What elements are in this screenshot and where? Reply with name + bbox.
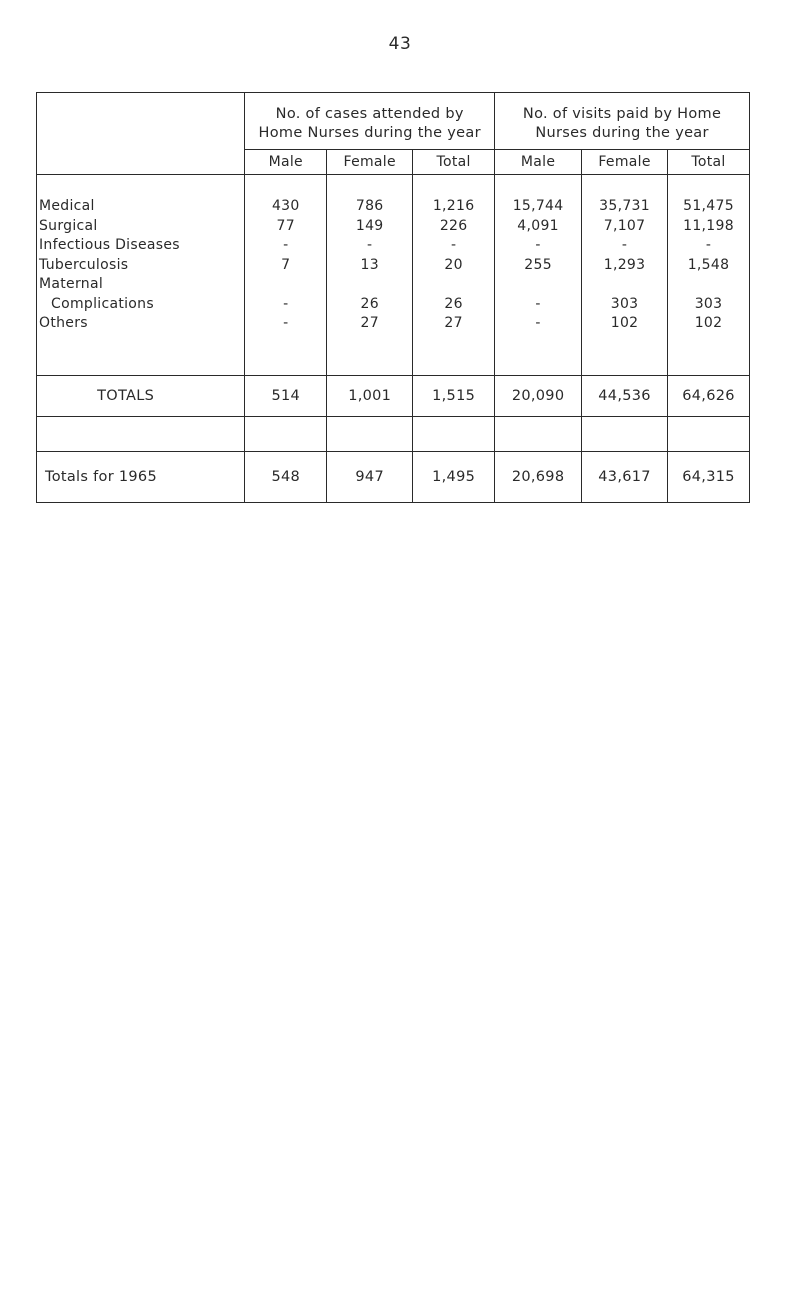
totals-cell: 1,515: [413, 376, 495, 417]
totals-cell: 64,626: [668, 376, 750, 417]
category-data-row: [37, 175, 750, 376]
category-label: Complications: [51, 295, 154, 312]
data-cell: 26: [444, 295, 463, 312]
category-list: [37, 175, 245, 376]
data-cell: -: [283, 237, 289, 253]
data-cell: [668, 275, 749, 295]
data-cell: -: [535, 237, 541, 253]
category-label: Surgical: [39, 217, 98, 234]
empty-cell: [245, 417, 327, 452]
previous-year-cell: 43,617: [582, 452, 668, 503]
data-cell: 26: [360, 295, 379, 312]
data-cell: -: [535, 295, 541, 312]
visits-total-column: [668, 175, 750, 376]
data-cell: 1,293: [603, 256, 646, 273]
totals-cell: 1,001: [327, 376, 413, 417]
previous-year-label: Totals for 1965: [37, 452, 245, 503]
empty-cell: [495, 417, 582, 452]
data-cell: 102: [694, 315, 723, 331]
cases-group-header: No. of cases attended by Home Nurses during the year: [245, 93, 495, 150]
empty-cell: [668, 417, 750, 452]
totals-cell: 20,090: [495, 376, 582, 417]
visits-female-column: [582, 175, 668, 376]
data-cell: 7: [281, 256, 291, 273]
visits-group-header: No. of visits paid by Home Nurses during the year: [495, 93, 750, 150]
header-cases-female: Female: [327, 150, 413, 175]
empty-cell: [413, 417, 495, 452]
data-cell: 430: [271, 198, 300, 214]
page-number: 43: [388, 34, 412, 54]
data-cell: 226: [439, 217, 468, 234]
data-cell: [327, 275, 412, 295]
header-cases-male: Male: [245, 150, 327, 175]
home-nursing-table: [36, 92, 750, 503]
header-cases-total: Total: [413, 150, 495, 175]
category-label: Medical: [39, 198, 95, 214]
data-cell: [495, 275, 581, 295]
data-cell: -: [367, 237, 373, 253]
category-label: Others: [39, 315, 88, 331]
empty-cell: [327, 417, 413, 452]
data-cell: 15,744: [512, 198, 564, 214]
data-cell: 255: [524, 256, 552, 273]
header-visits-female: Female: [582, 150, 668, 175]
empty-cell: [37, 417, 245, 452]
cases-male-column: [245, 175, 327, 376]
visits-male-column: [495, 175, 582, 376]
totals-cell: 514: [245, 376, 327, 417]
data-cell: 11,198: [683, 217, 734, 234]
data-cell: -: [283, 315, 289, 331]
data-cell: [413, 275, 494, 295]
group-header-row: [37, 93, 750, 150]
previous-year-row: [37, 452, 750, 503]
cases-total-column: [413, 175, 495, 376]
data-cell: 35,731: [599, 198, 650, 214]
category-label: Maternal: [39, 276, 104, 292]
home-nursing-table-container: [36, 92, 750, 503]
totals-cell: 44,536: [582, 376, 668, 417]
data-cell: [245, 275, 326, 295]
data-cell: -: [450, 237, 457, 253]
data-cell: -: [621, 237, 628, 253]
previous-year-cell: 548: [245, 452, 327, 503]
category-label: Tuberculosis: [39, 256, 129, 273]
category-label: Infectious Diseases: [39, 237, 180, 253]
data-cell: 149: [355, 217, 384, 234]
data-cell: -: [535, 315, 541, 331]
previous-year-cell: 64,315: [668, 452, 750, 503]
data-cell: 13: [360, 256, 379, 273]
data-cell: [582, 275, 667, 295]
data-cell: 102: [610, 315, 639, 331]
totals-label: TOTALS: [37, 376, 245, 417]
previous-year-cell: 20,698: [495, 452, 582, 503]
data-cell: -: [283, 295, 289, 312]
totals-row: [37, 376, 750, 417]
previous-year-cell: 947: [327, 452, 413, 503]
header-visits-male: Male: [495, 150, 582, 175]
data-cell: 1,216: [432, 198, 475, 214]
data-cell: 27: [444, 315, 463, 331]
data-cell: 51,475: [683, 198, 734, 214]
data-cell: 27: [360, 315, 379, 331]
data-cell: 77: [276, 217, 295, 234]
empty-cell: [582, 417, 668, 452]
spacer-row: [37, 417, 750, 452]
data-cell: 303: [694, 295, 723, 312]
data-cell: 303: [610, 295, 639, 312]
data-cell: 20: [444, 256, 463, 273]
data-cell: 7,107: [603, 217, 646, 234]
header-visits-total: Total: [668, 150, 750, 175]
data-cell: 786: [355, 198, 384, 214]
cases-female-column: [327, 175, 413, 376]
corner-cell: [37, 93, 245, 175]
previous-year-cell: 1,495: [413, 452, 495, 503]
data-cell: 4,091: [517, 217, 559, 234]
data-cell: -: [705, 237, 712, 253]
data-cell: 1,548: [687, 256, 730, 273]
